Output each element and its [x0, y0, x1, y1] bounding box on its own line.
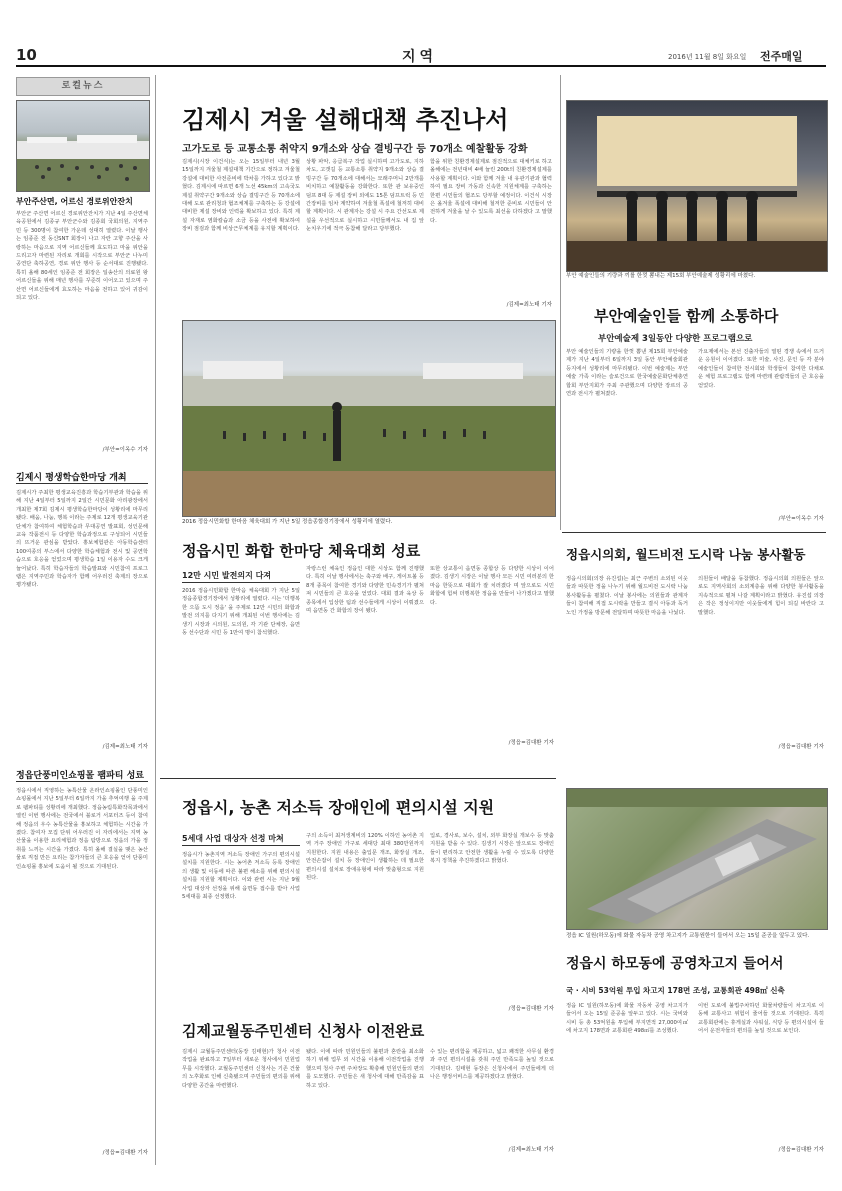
side-article-1-title: 부안주산면, 어르신 경로위안잔치	[16, 197, 133, 206]
main-headline: 김제시 겨울 설해대책 추진나서	[182, 106, 509, 134]
parking-photo-caption: 정읍 IC 일원(하모동)에 화물 자동차 공영 차고지가 교통원한이 들어서 오는 15일 준공을 앞두고 있다.	[566, 933, 810, 939]
aerial-illustration	[567, 789, 827, 929]
volunteer-top-rule	[562, 532, 826, 533]
sports-body-col3: 또한 상교통이 읍면동 종합상 등 다양한 시상이 이어졌다. 김생기 시장은 이날 행사 모든 시민 여러분의 한마음 한뜻으로 대회가 잘 치러졌다 며 앞으로도 시민 화합에 힘써 더행복한 정읍을 만들어 나가겠다고 말했다.	[430, 566, 554, 606]
welfare-body-col2: 구의 소득이 최저생계비의 120% 이하인 농어촌 지역 거주 장애인 가구로 세대당 최대 380만원까지 지원한다. 지원 내용은 출입문 개조, 화장실 개조, 안전손잡이 설치 등 장애인이 생활하는 데 필요한 편의시설 설치로 장애유형에 따라 맞춤형으로 지원된다.	[306, 833, 424, 882]
sports-headline: 정읍시민 화합 한마당 체육대회 성료	[182, 542, 421, 560]
volunteer-byline: /정읍=김대환 기자	[778, 744, 824, 750]
welfare-headline: 정읍시, 농촌 저소득 장애인에 편의시설 지원	[182, 798, 495, 817]
welfare-subheadline: 5세대 사업 대상자 선정 마쳐	[182, 834, 284, 843]
stage-illustration	[567, 101, 827, 271]
main-body-col2: 상황 파악, 응급복구 작업 실시하며 고가도로, 지하차도, 고갯길 등 교통소통 취약지 9개소와 상습 결빙구간 등 70개소에 대해서는 모래주머니 2만개를 비치하고 예찰활동을 강화한다. 또한 관 보유중인 덤프 8대 등 제설 장비 외에도 15톤 덤프트럭 등 민간장비를 임차 계약하여 겨울철 폭설에 철저히 대비할 계획이다. 시 관계자는 강설 시 주요 간선도로 제설을 우선적으로 실시하고 시민들께서도 내 집 앞 눈치우기에 적극 동참해 달라고 당부했다.	[306, 159, 424, 233]
side-article-3-rule	[16, 781, 148, 782]
main-byline: /김제=최노태 기자	[506, 302, 552, 308]
sports-subheadline: 12만 시민 발전의지 다져	[182, 571, 272, 580]
column-divider-right	[560, 75, 561, 530]
festival-subheadline: 부안예술제 3일동안 다양한 프로그램으로	[598, 334, 753, 344]
parking-body-col2: 이번 도로에 불법주차하던 화물차량들이 차고지로 이동해 교통사고 위험이 줄어들 것으로 기대된다. 특히 교통회관에는 휴게실과 샤워실, 식당 등 편의시설이 들어서 운전자들의 편의를 높일 것으로 보인다.	[698, 1003, 824, 1035]
festival-byline: /부안=이옥수 기자	[778, 516, 824, 522]
community-body-col1: 김제시 교월동주민센터(동장 김태현)가 청사 이전작업을 완료하고 7일부터 새로운 청사에서 민원업무를 시작했다. 교월동주민센터 신청사는 기존 건물의 노후화로 인해 신축됐으며 주민들의 편의를 위해 다양한 공간을 마련했다.	[182, 1049, 300, 1089]
volunteer-body-col1: 정읍시의회(의장 유진섭)는 최근 주변의 소외된 이웃들과 따뜻한 정을 나누기 위해 월드비전 도시락 나눔 봉사활동을 펼쳤다. 이날 봉사에는 의원들과 관계자들이 참여해 직접 도시락을 만들고 결식 아동과 독거노인 가정을 방문해 전달하며 따뜻한 마음을 나눴다.	[566, 576, 688, 616]
paper-name: 전주매일	[760, 50, 803, 63]
side-article-2-rule	[16, 483, 148, 484]
main-body-col3: 함을 위한 친환경제설제로 점진적으로 대체키로 하고 올해에는 전년대비 4배 늘린 200t의 친환경제설제를 사용할 계획이다. 이와 함께 겨울 내 유관기관과 협력하여 필요 장비 가동과 신속한 지원체계를 구축하는 한편 시민들의 협조도 당부할 예정이다. 이건식 시장은 올겨울 폭설에 대비해 철저한 준비로 시민들이 안전하게 겨울을 날 수 있도록 최선을 다하겠다 고 말했다.	[430, 159, 552, 224]
welfare-byline: /정읍=김대환 기자	[508, 1006, 554, 1012]
parking-photo	[566, 788, 828, 930]
side-article-2-body: 김제시가 주최한 평생교육진흥과 학습기부관과 학습을 위해 지난 4일부터 5일까지 2일간 시민문화 아리광장에서 개최한 제7회 김제시 평생학습한마당이 성황리에 마무리됐다. 배움, 나눔, 행복 이라는 주제로 12개 평생교육기관 단체가 참여하여 체험학습과 무대공연 발표회, 성인문해교육 작품전시 등 다양한 학습과정으로 구성되어 시민들의 뜨거운 관심을 받았다. 홍보체험관은 아동학습센터 100여종의 부스에서 다양한 학습체험과 전시 및 공연학습으로 호응을 얻었으며 평생학습 1일 이용자 수도 크게 늘어났다. 특히 학습자들의 학습발표와 시민참여 프로그램은 지역주민과 학습자가 함께 어우러진 축제의 장으로 평가됐다.	[16, 490, 148, 589]
sports-photo-caption: 2016 정읍시민화합 한마음 체육대회 가 지난 5일 정읍종합경기장에서 성황리에 열렸다.	[182, 519, 393, 525]
volunteer-headline: 정읍시의회, 월드비전 도시락 나눔 봉사활동	[566, 547, 806, 562]
parking-headline: 정읍시 하모동에 공영차고지 들어서	[566, 956, 784, 972]
community-headline: 김제교월동주민센터 신청사 이전완료	[182, 1022, 425, 1040]
side-article-2-byline: /김제=최노태 기자	[102, 744, 148, 750]
tent-illustration	[17, 101, 149, 191]
stadium-illustration	[183, 321, 555, 516]
section-tag: 로컬뉴스	[16, 77, 150, 96]
parking-subheadline: 국 · 시비 53억원 투입 차고지 178면 조성, 교통회관 498㎡ 신축	[566, 986, 785, 995]
volunteer-body-col2: 의원들이 배달을 동참했다. 정읍시의회 의원들은 앞으로도 지역사회의 소외계층을 위해 다양한 봉사활동을 지속적으로 펼쳐 나갈 계획이라고 밝혔다. 유진섭 의장은 작은 정성이지만 이웃들에게 힘이 되길 바란다 고 말했다.	[698, 576, 824, 616]
section-title: 지역	[402, 49, 438, 65]
side-article-3-byline: /정읍=김대환 기자	[102, 1150, 148, 1156]
welfare-top-rule	[160, 778, 556, 779]
main-body-col1: 김제시(시장 이건식)는 오는 15일부터 내년 3월 15일까지 겨울철 제설대책 기간으로 정하고 겨울철 강설에 대비한 사전준비에 박차를 가하고 있다고 밝혔다. 김제시에 따르면 6개 노선 45km의 고속국도 제설 취약구간 9개소와 상습 결빙구간 등 70개소에 대해 도로 관리청과 협조체계를 구축하는 등 강설에 대비한 제설 장비와 인력을 확보하고 있다. 특히 제설 자재로 염화칼슘과 소금 등을 사전에 확보하여 장비 점검과 함께 비상근무체계를 유지할 계획이다.	[182, 159, 300, 233]
side-photo-event	[16, 100, 150, 192]
sports-body-col1: 2016 정읍시민화합 한마음 체육대회 가 지난 5일 정읍종합경기장에서 성황리에 열렸다. 시는 '더행복한 으뜸 도시 정읍' 을 주제로 12만 시민의 화합과 발전 의지를 다지기 위해 개최된 이번 행사에는 김생기 시장과 시의원, 도의원, 각 기관 단체장, 읍면동 선수단과 시민 등 1만여 명이 참석했다.	[182, 588, 300, 637]
sports-sub-rule	[182, 582, 300, 583]
side-article-1-byline: /부안=이옥수 기자	[102, 447, 148, 453]
main-subheadline: 고가도로 등 교통소통 취약지 9개소와 상습 결빙구간 등 70개소 예찰활동 강화	[182, 144, 528, 155]
welfare-sub-rule	[182, 845, 300, 846]
side-article-3-body: 정읍시에서 직영하는 농특산물 온라인쇼핑몰인 단풍미인쇼핑몰에서 지난 5일부터 6일까지 가을 추억여행 을 주제로 팸파티를 성황리에 개최했다. 정읍농림특화작목과에서 열린 이번 행사에는 전국에서 블로거 서포터즈 등이 참여해 정읍의 우수 농특산물을 홍보하고 체험하는 시간을 가졌다. 참여자 모집 단위 어우러진 이 자리에서는 지역 농산물을 이용한 요리체험과 정읍 탐방으로 정읍의 가을 정취를 느끼는 시간을 가졌다. 특히 올해 결실을 맺은 농산물로 직접 만든 요리는 참가자들의 큰 호응을 얻어 단풍미인쇼핑몰 홍보에 도움이 될 것으로 기대된다.	[16, 788, 148, 870]
community-body-col2: 됐다. 이에 따라 민원인들의 불편과 혼란을 최소화하기 위해 업무 외 시간을 이용해 이전작업을 진행했으며 청사 주변 주차장도 확충해 민원인들의 편의를 도모했다. 주민들은 새 청사에 대해 만족감을 표하고 있다.	[306, 1049, 424, 1089]
sports-photo	[182, 320, 556, 517]
parking-body-col1: 정읍 IC 일원(하모동)에 화물 자동차 공영 차고지가 들어서 오는 15일 준공을 앞두고 있다. 시는 국비와 시비 등 총 53억원을 투입해 부지면적 27,000여㎡에 차고지 178면과 교통회관 498㎡를 조성했다.	[566, 1003, 688, 1035]
page-number: 10	[16, 46, 37, 64]
welfare-body-col1: 정읍시가 농촌지역 저소득 장애인 가구의 편의시설 설치를 지원한다. 시는 농어촌 저소득 등록 장애인의 생활 및 이동에 따른 불편 해소를 위해 편의시설 설치를 지원할 계획이다. 이와 관련 시는 지난 9월 사업 대상자 선정을 위해 읍면동 접수를 받아 사업 5세대를 최종 선정했다.	[182, 852, 300, 901]
community-body-col3: 수 있는 편리함을 제공하고, 넓고 쾌적한 사무실 환경과 주민 편의시설을 갖춰 주민 만족도를 높일 것으로 기대된다. 김태현 동장은 신청사에서 주민들에게 더 나은 행정서비스를 제공하겠다고 밝혔다.	[430, 1049, 554, 1081]
column-divider-left	[155, 75, 156, 1165]
sports-body-col2: 자랑스런 체육인 정읍인 대한 시상도 함께 진행했다. 특히 이날 행사에서는 축구와 배구, 게이트볼 등 8개 종목이 참여한 경기와 다양한 민속경기가 펼쳐져 시민들의 큰 호응을 얻었다. 대회 결과 육상 등 종목에서 입상한 팀과 선수들에게 시상이 이뤄졌으며 읍면동 간 화합의 장이 됐다.	[306, 566, 424, 615]
side-article-2-title: 김제시 평생학습한마당 개최	[16, 473, 127, 483]
festival-photo-caption: 부안 예술인들의 기량과 끼를 한껏 뽐내는 제15회 부안예술제 성황리에 마쳤다.	[566, 273, 756, 279]
festival-body-col2: 가요제에서는 본선 진출자들의 열띤 경쟁 속에서 뜨거운 응원이 이어졌다. 또한 미술, 사진, 문인 등 각 분야 예술인들이 참여한 전시회와 학생들이 참여한 다채로운 체험 프로그램도 함께 마련돼 관람객들의 큰 호응을 얻었다.	[698, 349, 824, 389]
parking-byline: /정읍=김대환 기자	[778, 1147, 824, 1153]
side-article-3-title: 정읍단풍미인쇼핑몰 팸파티 성료	[16, 771, 144, 781]
sports-byline: /정읍=김대환 기자	[508, 740, 554, 746]
festival-photo	[566, 100, 828, 272]
welfare-body-col3: 입로, 경사로, 보수, 설치, 외부 화장실 개보수 등 맞춤 지원을 받을 수 있다. 김생기 시장은 앞으로도 장애인들이 편리하고 안전한 생활을 누릴 수 있도록 다양한 복지 정책을 추진하겠다고 밝혔다.	[430, 833, 554, 865]
side-article-1-body: 부안군 주산면 어르신 경로위안잔치가 지난 4일 주산면체육공원에서 김종규 부안군수와 김종회 국회의원, 지역주민 등 300명이 참여한 가운데 성대히 열렸다. 이날 행사는 임종준 전 동신SNT 회장이 나고 자란 고향 주산을 사랑하는 마음으로 지역 어르신들께 효도하고 마을 위안을 드리고자 마련된 자리로 개회를 시작으로 부안군 나누미 공연단 축하공연, 경로 위안 행사 등 순서대로 진행됐다. 특히 올해 80세인 임종준 전 회장은 일송산의 의료원 왕 어르신들을 위해 매년 행사를 꾸준히 이어오고 있으며 주산면 어르신들에게 효도하는 마음을 전하고 있어 귀감이 되고 있다.	[16, 211, 148, 302]
header-rule	[16, 65, 826, 67]
festival-body-col1: 부안 예술인들의 기량을 한껏 뽐낸 제15회 부안예술제가 지난 4일부터 6일까지 3일 동안 부안예술회관 등지에서 성황리에 마무리됐다. 이번 예술제는 부안 예술 가족 이라는 슬로건으로 한국예술문화단체총연합회 부안지회가 주최 주관했으며 다양한 장르의 공연과 전시가 펼쳐졌다.	[566, 349, 688, 398]
community-byline: /김제=최노태 기자	[508, 1147, 554, 1153]
festival-headline: 부안예술인들 함께 소통하다	[594, 307, 779, 325]
issue-date: 2016년 11월 8일 화요일	[668, 53, 747, 61]
